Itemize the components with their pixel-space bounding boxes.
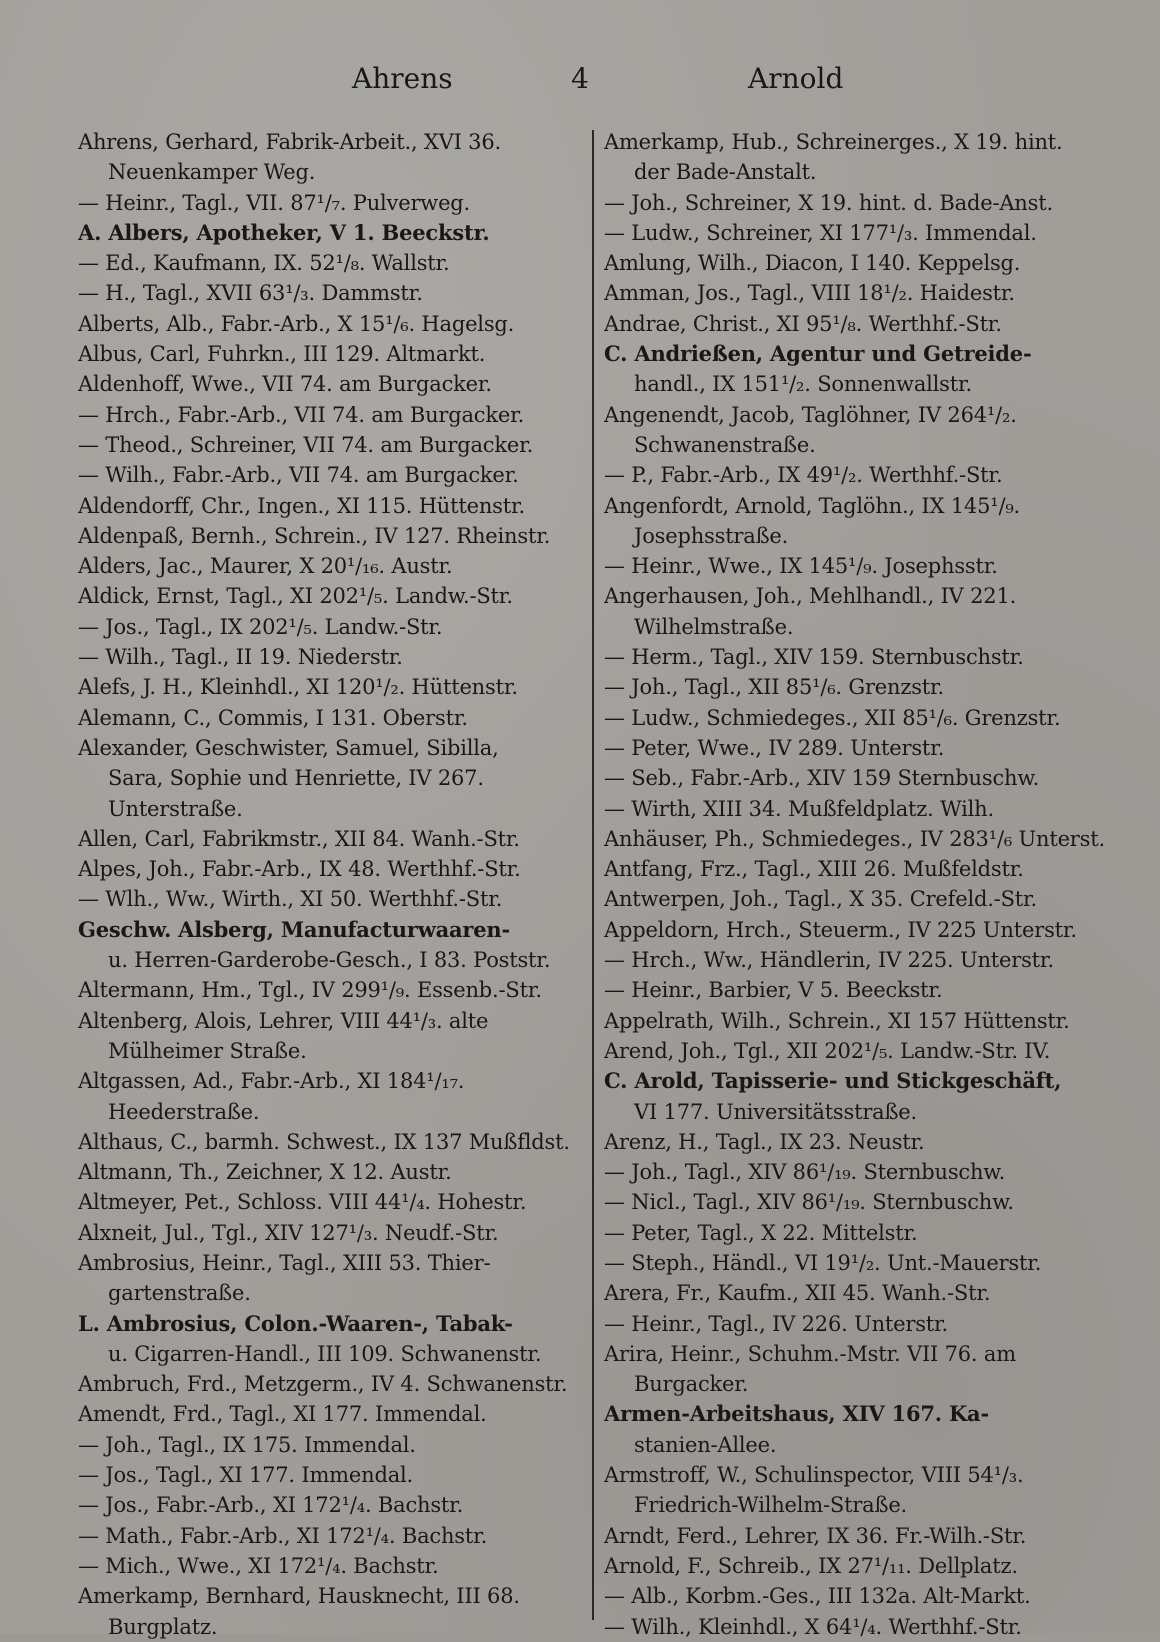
- directory-entry: Angenendt, Jacob, Taglöhner, IV 264¹/₂.: [604, 402, 1017, 427]
- directory-entry: — Ludw., Schreiner, XI 177¹/₃. Immendal.: [604, 220, 1037, 245]
- page-number: 4: [571, 62, 589, 95]
- directory-entry: Arend, Joh., Tgl., XII 202¹/₅. Landw.-Str. IV.: [604, 1038, 1051, 1063]
- directory-entry: Geschw. Alsberg, Manufacturwaaren-: [78, 916, 511, 942]
- directory-entry: Aldenpaß, Bernh., Schrein., IV 127. Rheinstr.: [78, 523, 551, 548]
- directory-entry: — Alb., Korbm.-Ges., III 132a. Alt-Markt.: [604, 1584, 1031, 1609]
- directory-entry: Antwerpen, Joh., Tagl., X 35. Crefeld.-Str.: [604, 887, 1038, 912]
- directory-entry: Ambrosius, Heinr., Tagl., XIII 53. Thier-: [78, 1250, 491, 1275]
- directory-entry: — Hrch., Fabr.-Arb., VII 74. am Burgacker.: [78, 402, 525, 427]
- directory-entry: Armstroff, W., Schulinspector, VIII 54¹/₃.: [604, 1463, 1024, 1488]
- directory-entry: — Heinr., Tagl., VII. 87¹/₇. Pulverweg.: [78, 190, 471, 215]
- directory-entry: Alders, Jac., Maurer, X 20¹/₁₆. Austr.: [78, 554, 453, 579]
- directory-entry: Alefs, J. H., Kleinhdl., XI 120¹/₂. Hüttenstr.: [78, 675, 518, 700]
- directory-entry: L. Ambrosius, Colon.-Waaren-, Tabak-: [78, 1310, 513, 1336]
- directory-entry: Althaus, C., barmh. Schwest., IX 137 Mußfldst.: [78, 1129, 570, 1154]
- directory-entry: — Heinr., Tagl., IV 226. Unterstr.: [604, 1311, 949, 1336]
- directory-entry: Appeldorn, Hrch., Steuerm., IV 225 Unterstr.: [604, 917, 1077, 942]
- directory-entry: Arndt, Ferd., Lehrer, IX 36. Fr.-Wilh.-Str.: [604, 1523, 1027, 1548]
- entry-continuation-line: VI 177. Universitätsstraße.: [634, 1099, 918, 1124]
- entry-continuation-line: u. Herren-Garderobe-Gesch., I 83. Poststr.: [108, 948, 551, 973]
- directory-entry: Ahrens, Gerhard, Fabrik-Arbeit., XVI 36.: [78, 130, 501, 154]
- directory-entry: Alpes, Joh., Fabr.-Arb., IX 48. Werthhf.-Str.: [78, 857, 521, 882]
- directory-entry: Andrae, Christ., XI 95¹/₈. Werthhf.-Str.: [604, 311, 1002, 336]
- header-last-entry: Arnold: [748, 62, 844, 95]
- right-column: [604, 127, 1124, 1642]
- entry-continuation-line: stanien-Allee.: [634, 1432, 777, 1457]
- directory-entry: Antfang, Frz., Tagl., XIII 26. Mußfeldstr.: [604, 857, 1024, 882]
- directory-entry: — Herm., Tagl., XIV 159. Sternbuschstr.: [604, 645, 1024, 670]
- directory-entry: — Jos., Tagl., IX 202¹/₅. Landw.-Str.: [78, 614, 443, 639]
- directory-entry: — Math., Fabr.-Arb., XI 172¹/₄. Bachstr.: [78, 1523, 488, 1548]
- entry-continuation-line: Josephsstraße.: [634, 523, 789, 548]
- entry-continuation-line: Schwanenstraße.: [634, 432, 816, 457]
- directory-entry: Arenz, H., Tagl., IX 23. Neustr.: [604, 1129, 925, 1154]
- directory-entry: Altenberg, Alois, Lehrer, VIII 44¹/₃. alte: [78, 1008, 489, 1033]
- directory-entry: — Joh., Schreiner, X 19. hint. d. Bade-Anst.: [604, 190, 1053, 215]
- directory-entry: — Mich., Wwe., XI 172¹/₄. Bachstr.: [78, 1553, 439, 1578]
- directory-entry: Appelrath, Wilh., Schrein., XI 157 Hüttenstr.: [604, 1008, 1070, 1033]
- directory-entry: Aldick, Ernst, Tagl., XI 202¹/₅. Landw.-Str.: [78, 584, 513, 609]
- directory-entry: Altmeyer, Pet., Schloss. VIII 44¹/₄. Hohestr.: [78, 1190, 527, 1215]
- directory-entry: — Joh., Tagl., IX 175. Immendal.: [78, 1432, 416, 1457]
- directory-entry: Arnold, F., Schreib., IX 27¹/₁₁. Dellplatz.: [604, 1553, 1018, 1578]
- directory-entry: — Wilh., Fabr.-Arb., VII 74. am Burgacker.: [78, 463, 519, 488]
- entry-continuation-line: Heederstraße.: [108, 1099, 260, 1124]
- entry-continuation-line: handl., IX 151¹/₂. Sonnenwallstr.: [634, 372, 973, 397]
- entry-continuation-line: Burgacker.: [634, 1372, 749, 1397]
- entry-continuation-line: der Bade-Anstalt.: [634, 160, 817, 185]
- directory-entry: Amman, Jos., Tagl., VIII 18¹/₂. Haidestr.: [604, 281, 1015, 306]
- left-column: [78, 127, 586, 1642]
- directory-entry: — Heinr., Barbier, V 5. Beeckstr.: [604, 978, 943, 1003]
- directory-entry: Amendt, Frd., Tagl., XI 177. Immendal.: [78, 1402, 487, 1427]
- directory-entry: Angenfordt, Arnold, Taglöhn., IX 145¹/₉.: [604, 493, 1021, 518]
- directory-entry: — Ludw., Schmiedeges., XII 85¹/₆. Grenzstr.: [604, 705, 1061, 730]
- directory-entry: — Nicl., Tagl., XIV 86¹/₁₉. Sternbuschw.: [604, 1190, 1014, 1215]
- directory-entry: Alberts, Alb., Fabr.-Arb., X 15¹/₆. Hagelsg.: [78, 311, 515, 336]
- directory-entry: A. Albers, Apotheker, V 1. Beeckstr.: [78, 219, 490, 245]
- directory-entry: — P., Fabr.-Arb., IX 49¹/₂. Werthhf.-Str.: [604, 463, 1003, 488]
- directory-entry: Ambruch, Frd., Metzgerm., IV 4. Schwanenstr.: [78, 1372, 568, 1397]
- entry-continuation-line: gartenstraße.: [108, 1281, 251, 1306]
- entry-continuation-line: Sara, Sophie und Henriette, IV 267.: [108, 766, 484, 791]
- directory-entry: — Heinr., Wwe., IX 145¹/₉. Josephsstr.: [604, 554, 998, 579]
- directory-entry: — Seb., Fabr.-Arb., XIV 159 Sternbuschw.: [604, 766, 1040, 791]
- directory-entry: Altmann, Th., Zeichner, X 12. Austr.: [78, 1160, 452, 1185]
- directory-entry: — Ed., Kaufmann, IX. 52¹/₈. Wallstr.: [78, 251, 450, 276]
- directory-entry: — Joh., Tagl., XII 85¹/₆. Grenzstr.: [604, 675, 945, 700]
- entry-continuation-line: Wilhelmstraße.: [634, 614, 794, 639]
- entry-continuation-line: u. Cigarren-Handl., III 109. Schwanenstr.: [108, 1341, 542, 1366]
- directory-entry: Alexander, Geschwister, Samuel, Sibilla,: [78, 735, 499, 760]
- directory-entry: — Jos., Fabr.-Arb., XI 172¹/₄. Bachstr.: [78, 1493, 464, 1518]
- directory-entry: Aldenhoff, Wwe., VII 74. am Burgacker.: [78, 372, 492, 397]
- entry-continuation-line: Friedrich-Wilhelm-Straße.: [634, 1493, 908, 1518]
- directory-entry: Albus, Carl, Fuhrkn., III 129. Altmarkt.: [78, 342, 486, 367]
- directory-entry: — Theod., Schreiner, VII 74. am Burgacker.: [78, 432, 534, 457]
- directory-entry: Arira, Heinr., Schuhm.-Mstr. VII 76. am: [604, 1341, 1016, 1366]
- directory-entry: — Joh., Tagl., XIV 86¹/₁₉. Sternbuschw.: [604, 1160, 1006, 1185]
- directory-entry: — Peter, Wwe., IV 289. Unterstr.: [604, 735, 945, 760]
- directory-entry: — Jos., Tagl., XI 177. Immendal.: [78, 1463, 414, 1488]
- header-first-entry: Ahrens: [352, 62, 453, 95]
- column-divider: [592, 130, 594, 1620]
- directory-entry: Amerkamp, Bernhard, Hausknecht, III 68.: [78, 1584, 520, 1609]
- directory-entry: — H., Tagl., XVII 63¹/₃. Dammstr.: [78, 281, 423, 306]
- directory-entry: Arera, Fr., Kaufm., XII 45. Wanh.-Str.: [604, 1281, 991, 1306]
- directory-entry: Altgassen, Ad., Fabr.-Arb., XI 184¹/₁₇.: [78, 1069, 465, 1094]
- directory-entry: — Steph., Händl., VI 19¹/₂. Unt.-Mauerstr.: [604, 1250, 1042, 1275]
- directory-entry: Altermann, Hm., Tgl., IV 299¹/₉. Essenb.-Str.: [78, 978, 542, 1003]
- directory-entry: — Wlh., Ww., Wirth., XI 50. Werthhf.-Str.: [78, 887, 503, 912]
- entry-continuation-line: Neuenkamper Weg.: [108, 160, 316, 185]
- entry-continuation-line: Mülheimer Straße.: [108, 1038, 307, 1063]
- directory-entry: Amerkamp, Hub., Schreinerges., X 19. hint.: [604, 130, 1063, 154]
- directory-entry: C. Andrießen, Agentur und Getreide-: [604, 341, 1032, 367]
- directory-entry: — Peter, Tagl., X 22. Mittelstr.: [604, 1220, 918, 1245]
- directory-entry: — Hrch., Ww., Händlerin, IV 225. Unterstr.: [604, 948, 1054, 973]
- directory-entry: Anhäuser, Ph., Schmiedeges., IV 283¹/₆ Unterst.: [604, 826, 1105, 851]
- entry-continuation-line: Burgplatz.: [108, 1614, 218, 1639]
- directory-entry: Alemann, C., Commis, I 131. Oberstr.: [78, 705, 468, 730]
- directory-entry: Amlung, Wilh., Diacon, I 140. Keppelsg.: [604, 251, 1021, 276]
- entry-continuation-line: Unterstraße.: [108, 796, 243, 821]
- directory-entry: C. Arold, Tapisserie- und Stickgeschäft,: [604, 1068, 1062, 1094]
- page-header: [0, 62, 1160, 102]
- directory-entry: Aldendorff, Chr., Ingen., XI 115. Hüttenstr.: [78, 493, 525, 518]
- directory-entry: Allen, Carl, Fabrikmstr., XII 84. Wanh.-Str.: [78, 826, 520, 851]
- directory-entry: Alxneit, Jul., Tgl., XIV 127¹/₃. Neudf.-Str.: [78, 1220, 499, 1245]
- directory-entry: — Wirth, XIII 34. Mußfeldplatz. Wilh.: [604, 796, 994, 821]
- directory-entry: — Wilh., Kleinhdl., X 64¹/₄. Werthhf.-Str.: [604, 1614, 1022, 1639]
- directory-entry: Armen-Arbeitshaus, XIV 167. Ka-: [604, 1401, 989, 1427]
- directory-entry: — Wilh., Tagl., II 19. Niederstr.: [78, 645, 403, 670]
- directory-entry: Angerhausen, Joh., Mehlhandl., IV 221.: [604, 584, 1017, 609]
